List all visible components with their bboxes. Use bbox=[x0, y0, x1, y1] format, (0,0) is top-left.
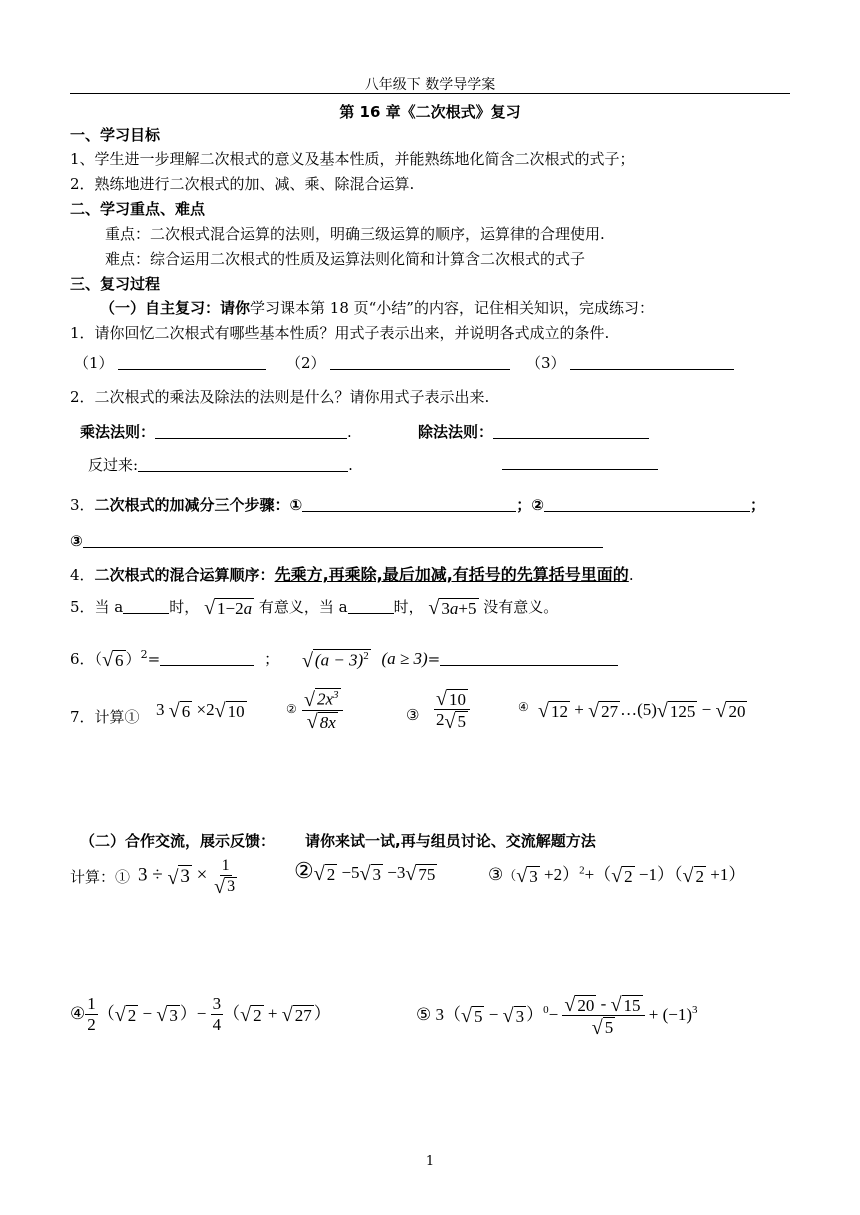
part-2-label: （二）合作交流，展示反馈： bbox=[80, 832, 276, 850]
division-rule[interactable]: 除法法则： bbox=[418, 421, 649, 442]
part-2-intro bbox=[80, 830, 596, 851]
question-2: 2．二次根式的乘法及除法的法则是什么？请你用式子表示出来. bbox=[70, 388, 490, 406]
page-number: 1 bbox=[425, 1154, 435, 1169]
question-6[interactable]: 6．（ √ 6 ）$^2$= ； √ $(a - 3)^2$ (a ≥ 3)= bbox=[70, 648, 618, 671]
calc-row-1: 计算：① 3 ÷ √ 3 × 1 √ 3 ② √ 2 −5 √ 3 −3 √ 75 ③（ √ 3 +2）$^2$+（ √ 2 −1）（ √ 2 +1） bbox=[70, 857, 746, 898]
section-2-heading: 二、学习重点、难点 bbox=[70, 200, 206, 218]
key-point: 重点：二次根式混合运算的法则，明确三级运算的顺序，运算律的合理使用. bbox=[105, 225, 605, 243]
objective-2: 2．熟练地进行二次根式的加、减、乘、除混合运算. bbox=[70, 175, 415, 193]
objective-1: 1、学生进一步理解二次根式的意义及基本性质，并能熟练地化简含二次根式的式子； bbox=[70, 150, 635, 168]
q1-answer-line-1[interactable]: （1） bbox=[74, 352, 266, 373]
part-1-text: 学习课本第 18 页“小结”的内容，记住相关知识，完成练习： bbox=[250, 299, 654, 317]
header-rule bbox=[70, 93, 790, 94]
part-1-intro bbox=[100, 297, 654, 318]
q1-answer-line-2[interactable]: （2） bbox=[286, 352, 510, 373]
question-1: 1．请你回忆二次根式有哪些基本性质？用式子表示出来，并说明各式成立的条件. bbox=[70, 324, 610, 342]
question-5[interactable]: 5．当 a 时， √ 1−2a 有意义，当 a 时， √ 3a+5 没有意义。 bbox=[70, 597, 559, 620]
calc-row-2: ④ $\frac{1}{2}$ （ √ 2 − √ 3 ）− $\frac{3}{4}$ （ √ 2 + √ 27 ） ⑤ 3（ √ 5 − √ 3 ）$^0$− √ 20 - √ 15 √ 5 + $(-1)^3$ bbox=[70, 994, 698, 1039]
part-1-label: （一）自主复习：请你 bbox=[100, 299, 251, 317]
section-3-heading: 三、复习过程 bbox=[70, 275, 161, 293]
multiplication-rule[interactable]: 乘法法则： . bbox=[80, 423, 352, 441]
question-4: 4．二次根式的混合运算顺序：先乘方,再乘除,最后加减,有括号的先算括号里面的. bbox=[70, 565, 634, 584]
question-3-step-3[interactable]: ③ bbox=[70, 532, 603, 550]
part-2-text: 请你来试一试,再与组员讨论、交流解题方法 bbox=[305, 832, 596, 850]
question-3[interactable]: 3．二次根式的加减分三个步骤：① ；② ； bbox=[70, 496, 765, 514]
page-title: 第 16 章《二次根式》复习 bbox=[339, 103, 521, 121]
division-reverse-line[interactable] bbox=[502, 454, 658, 472]
difficulty: 难点：综合运用二次根式的性质及运算法则化简和计算含二次根式的式子 bbox=[105, 250, 586, 268]
page-header: 八年级下 数学导学案 bbox=[364, 77, 496, 93]
reverse-rule[interactable]: 反过来: . bbox=[88, 456, 353, 474]
q1-answer-line-3[interactable]: （3） bbox=[526, 352, 734, 373]
section-1-heading: 一、学习目标 bbox=[70, 126, 161, 144]
